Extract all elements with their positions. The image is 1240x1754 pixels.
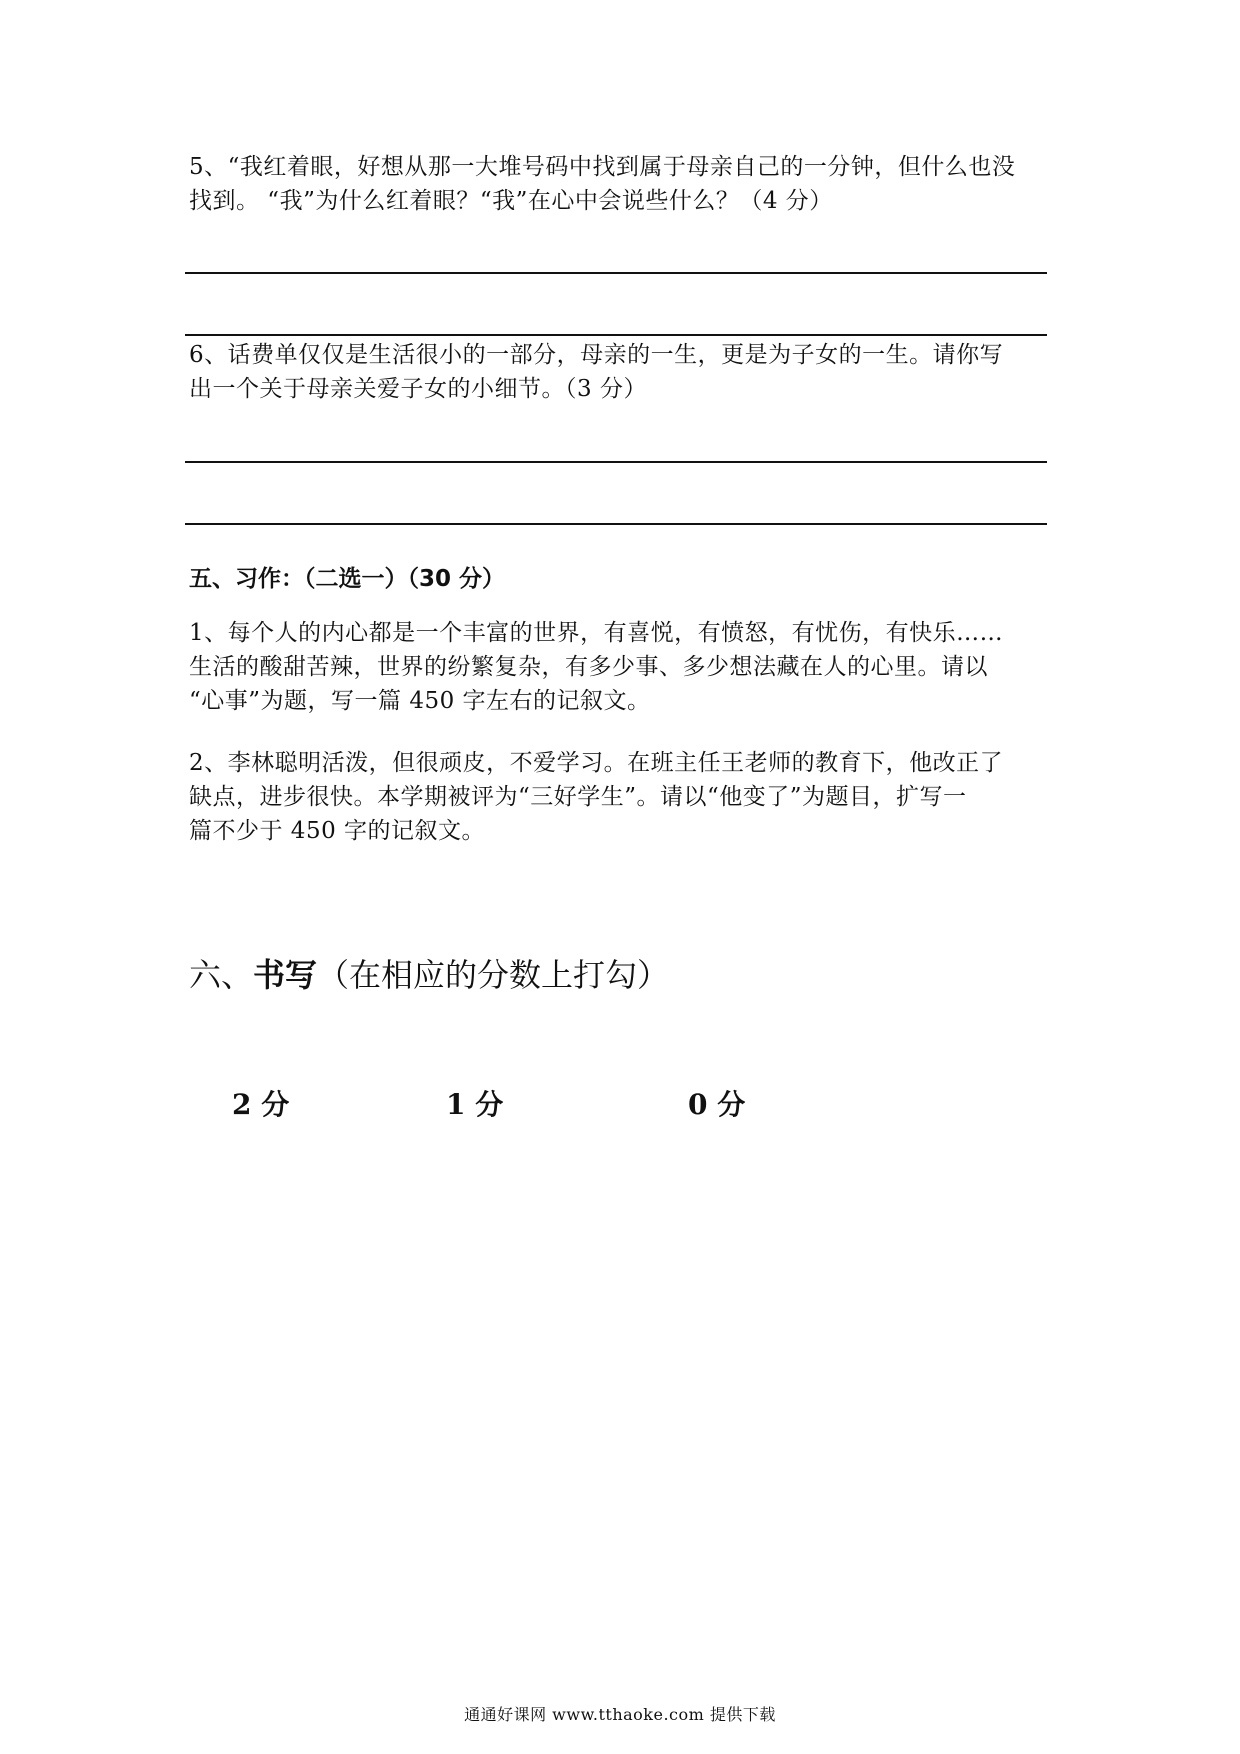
composition-topic-2 (189, 746, 1069, 848)
topic-2-line-1: 2、李林聪明活泼，但很顽皮，不爱学习。在班主任王老师的教育下，他改正了 (189, 750, 1004, 776)
section-6-heading-suffix: （在相应的分数上打勾） (317, 956, 670, 994)
section-6-heading (189, 950, 669, 996)
answer-line-q6-2 (185, 523, 1047, 525)
question-5-line-2: 找到。 “我”为什么红着眼？“我”在心中会说些什么？（4 分） (189, 188, 833, 214)
topic-1-line-3: “心事”为题，写一篇 450 字左右的记叙文。 (189, 688, 651, 714)
section-5-heading: 五、习作：（二选一）（30 分） (189, 566, 506, 592)
footer-watermark: 通通好课网 www.tthaoke.com 提供下载 (464, 1705, 776, 1724)
section-6-heading-bold: 书写 (253, 956, 318, 994)
question-5-line-1: 5、“我红着眼，好想从那一大堆号码中找到属于母亲自己的一分钟，但什么也没 (189, 154, 1016, 180)
question-5 (189, 150, 1069, 218)
section-6-heading-prefix: 六、 (189, 956, 254, 994)
score-option-2[interactable]: 2 分 (232, 1088, 290, 1121)
topic-1-line-2: 生活的酸甜苦辣，世界的纷繁复杂，有多少事、多少想法藏在人的心里。请以 (189, 654, 988, 680)
score-option-1[interactable]: 1 分 (446, 1088, 504, 1121)
topic-1-line-1: 1、每个人的内心都是一个丰富的世界，有喜悦，有愤怒，有忧伤，有快乐…… (189, 620, 1004, 646)
composition-topic-1 (189, 616, 1069, 718)
score-option-0[interactable]: 0 分 (688, 1088, 746, 1121)
answer-line-q6-1 (185, 461, 1047, 463)
question-6 (189, 338, 1069, 406)
answer-line-q5-2 (185, 334, 1047, 336)
question-6-line-1: 6、话费单仅仅是生活很小的一部分，母亲的一生，更是为子女的一生。请你写 (189, 342, 1004, 368)
topic-2-line-3: 篇不少于 450 字的记叙文。 (189, 818, 486, 844)
question-6-line-2: 出一个关于母亲关爱子女的小细节。（3 分） (189, 376, 647, 402)
answer-line-q5-1 (185, 272, 1047, 274)
topic-2-line-2: 缺点，进步很快。本学期被评为“三好学生”。请以“他变了”为题目，扩写一 (189, 784, 967, 810)
